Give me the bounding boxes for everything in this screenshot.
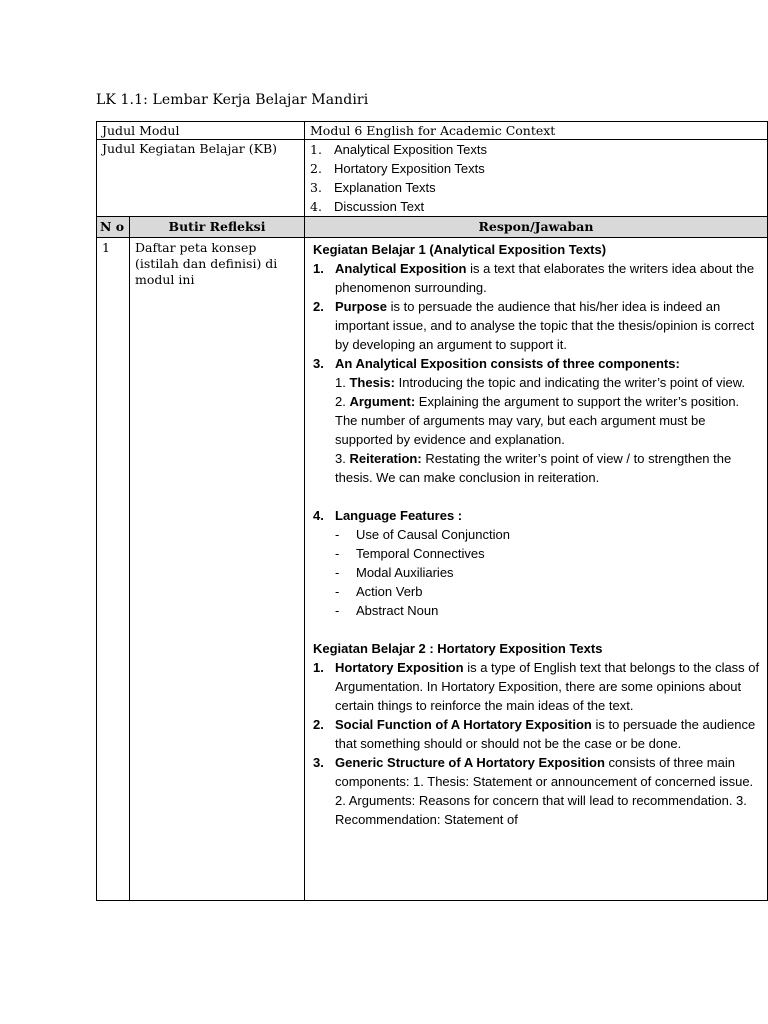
list-item: 1. Analytical Exposition is a text that elaborates the writers idea about the phenomenon surrounding. — [313, 261, 755, 295]
worksheet-table — [96, 121, 768, 901]
row-item: Daftar peta konsep (istilah dan definisi) di modul ini — [130, 238, 305, 901]
list-item: 2. Social Function of A Hortatory Exposition is to persuade the audience that something should or should not be the case or be done. — [313, 717, 756, 751]
feature-item: - Temporal Connectives — [335, 546, 485, 561]
kb2-heading: Kegiatan Belajar 2 : Hortatory Exposition Texts — [313, 641, 603, 656]
list-item: 3. Generic Structure of A Hortatory Exposition consists of three main components: 1. Thesis: Statement or announcement of concerned issue. 2. Arguments: Reasons for concern that will lead to recommendation. 3. Recommendation: Statement of — [313, 755, 754, 827]
list-item: 1. Hortatory Exposition is a type of English text that belongs to the class of Argumentation. In Hortatory Exposition, there are some opinions about certain things to reinforce the main ideas of the text. — [313, 660, 760, 713]
response-cell — [305, 238, 768, 901]
row-number: 1 — [97, 238, 130, 901]
table-row — [97, 238, 768, 901]
table-header-row — [97, 217, 768, 238]
kb-list-cell — [305, 140, 768, 217]
document-title: LK 1.1: Lembar Kerja Belajar Mandiri — [96, 92, 369, 108]
header-respon-jawaban: Respon/Jawaban — [305, 217, 768, 238]
feature-item: - Use of Causal Conjunction — [335, 527, 510, 542]
judul-modul-label: Judul Modul — [97, 122, 305, 140]
judul-modul-value: Modul 6 English for Academic Context — [305, 122, 768, 140]
header-no: N o — [97, 217, 130, 238]
row-judul-modul — [97, 122, 768, 140]
kb2-points — [313, 658, 761, 829]
kb1-heading: Kegiatan Belajar 1 (Analytical Exposition Texts) — [313, 242, 607, 257]
kb-list — [310, 140, 762, 216]
header-butir-refleksi: Butir Refleksi — [130, 217, 305, 238]
kb-list-item: 2. Hortatory Exposition Texts — [310, 161, 485, 176]
feature-item: - Abstract Noun — [335, 603, 439, 618]
feature-item: - Action Verb — [335, 584, 423, 599]
kb-list-item: 4. Discussion Text — [310, 199, 425, 214]
kb-list-item: 3. Explanation Texts — [310, 180, 436, 195]
row-judul-kb — [97, 140, 768, 217]
list-item: 2. Purpose is to persuade the audience that his/her idea is indeed an important issue, and to analyse the topic that the thesis/opinion is correct by developing an argument to support it. — [313, 299, 755, 352]
kb1-points — [313, 259, 761, 620]
component-thesis: 1. Thesis: Introducing the topic and indicating the writer’s point of view. — [335, 375, 745, 390]
list-item: 3. An Analytical Exposition consists of three components: 1. Thesis: Introducing the topic and indicating the writer’s point of view. 2. Argument: Explaining the argument to support the writer’s position. The number of arguments may vary, but each argument must be supported by evidence and explanation. 3. Reiteration: Restating the writer’s point of view / to strengthen the thesis. We can make conclusion in reiteration. — [313, 354, 761, 506]
feature-item: - Modal Auxiliaries — [335, 565, 454, 580]
language-features-list — [335, 525, 761, 620]
list-item: 4. Language Features : - Use of Causal Conjunction - Temporal Connectives - Modal Auxiliaries - Action Verb - Abstract Noun — [313, 506, 761, 620]
kb-list-item: 1. Analytical Exposition Texts — [310, 142, 487, 157]
judul-kb-label: Judul Kegiatan Belajar (KB) — [97, 140, 305, 217]
component-argument: 2. Argument: Explaining the argument to support the writer’s position. The number of arguments may vary, but each argument must be supported by evidence and explanation. — [335, 394, 740, 447]
component-reiteration: 3. Reiteration: Restating the writer’s point of view / to strengthen the thesis. We can make conclusion in reiteration. — [335, 451, 732, 485]
